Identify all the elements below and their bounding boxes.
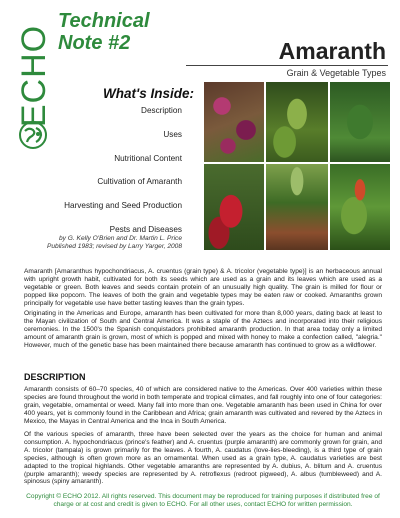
intro-paragraph: Amaranth [Amaranthus hypochondriacus, A. cruentus (grain type) & A. tricolor (vegetable type)] is an herbaceous annual with upright growth habit, cultivated for both its seeds which are used as a grain and its leaves which are used as a vegetable or green. Both leaves and seeds contain protein of an unusually high quality. The grain is milled for flour or popped like popcorn. The leaves of both the grain and vegetable types may be eaten raw or cooked. Amaranths grown principally for vegetable use have better tasting leaves than the grain types. (24, 268, 382, 307)
document-title: Amaranth (278, 38, 386, 64)
technical-note-number: Note #2 (58, 32, 131, 54)
technical-note-line1: Technical (58, 10, 150, 32)
toc-item-pests[interactable]: Pests and Diseases (109, 224, 182, 234)
photo-red-amaranth-flower (204, 164, 264, 250)
toc-item-uses[interactable]: Uses (163, 129, 182, 139)
copyright-line-2: charge or at cost and credit is given to ECHO. For all other uses, contact ECHO for written permission. (53, 501, 353, 509)
toc-item-nutritional-content[interactable]: Nutritional Content (114, 153, 182, 163)
document-subtitle: Grain & Vegetable Types (286, 68, 386, 78)
photo-purple-amaranth-grain (204, 82, 264, 162)
table-of-contents (22, 106, 182, 249)
description-heading: DESCRIPTION (24, 372, 86, 382)
echo-wordmark-text: ECHO (15, 24, 53, 128)
photo-amaranth-field (330, 164, 390, 250)
byline-authors: by G. Kelly O'Brien and Dr. Martin L. Price (58, 235, 182, 242)
toc-item-harvesting[interactable]: Harvesting and Seed Production (64, 201, 182, 211)
echo-wordmark (15, 22, 53, 128)
photo-amaranth-leaves (330, 82, 390, 162)
copyright-footer (24, 493, 382, 509)
technical-note-label (58, 10, 178, 54)
title-rule (186, 65, 388, 66)
copyright-line-1: Copyright © ECHO 2012. All rights reserved. This document may be reproduced for training purposes if distributed free of (26, 493, 380, 500)
photo-amaranth-plant (266, 164, 328, 250)
toc-item-cultivation[interactable]: Cultivation of Amaranth (97, 177, 182, 187)
description-paragraph-1: Amaranth consists of 60–70 species, 40 of which are considered native to the Americas. Over 400 varieties within these species are found throughout the world in both temperate and tropical climates, and fall roughly into one of four categories: grain, vegetable, ornamental or weed. Many fall into more than one. Vegetable amaranth has been used in China for over 400 years, yet is commonly found in the Caribbean and Africa; grain amaranth was cultivated and revered by the Aztecs in Mexico, the Mayas in Central America and the Inca in South America. (24, 386, 382, 425)
description-paragraph-2: Of the various species of amaranth, three have been selected over the years as the choice for human and animal consumption. A. hypochondriacus (prince's feather) and A. cruentus (purple amaranth) are commonly grown for grain, and A. tricolor (tampala) is grown primarily for the leaves. A fourth, A. caudatus (love-lies-bleeding), is a third type of grain species, although is often grown more as an ornamental. When used as a grain type, A. caudatus varieties are best adapted to the tropical highlands. Other vegetable amaranths are represented by A. dubius, A. blitum and A. cruentus (purple amaranth); weedy species are represented by A. retroflexus (redroot pigweed), A. albus (tumbleweed) and A. spinosus (spiny amaranth). (24, 431, 382, 486)
amaranth-photo-collage (204, 82, 390, 250)
byline (0, 235, 182, 251)
photo-amaranth-seedlings (266, 82, 328, 162)
toc-item-description[interactable]: Description (141, 106, 182, 115)
byline-published: Published 1983; revised by Larry Yarger, 2008 (46, 243, 182, 250)
origin-paragraph: Originating in the Americas and Europe, amaranth has been cultivated for more than 8,000 years, dating back at least to the Mayan civilization of South and Central America. It was a staple of the Aztecs and incorporated into their religious ceremonies. In the 1500's the Spanish conquistadors prohibited amaranth production. In that area today only a limited amount of amaranth grain is grown, most of which is popped and mixed with honey to make a confection called, "alegria." However, much of the genetic base has been maintained there because amaranth has continued to grow as a wildflower. (24, 310, 382, 349)
whats-inside-heading: What's Inside: (103, 86, 194, 101)
